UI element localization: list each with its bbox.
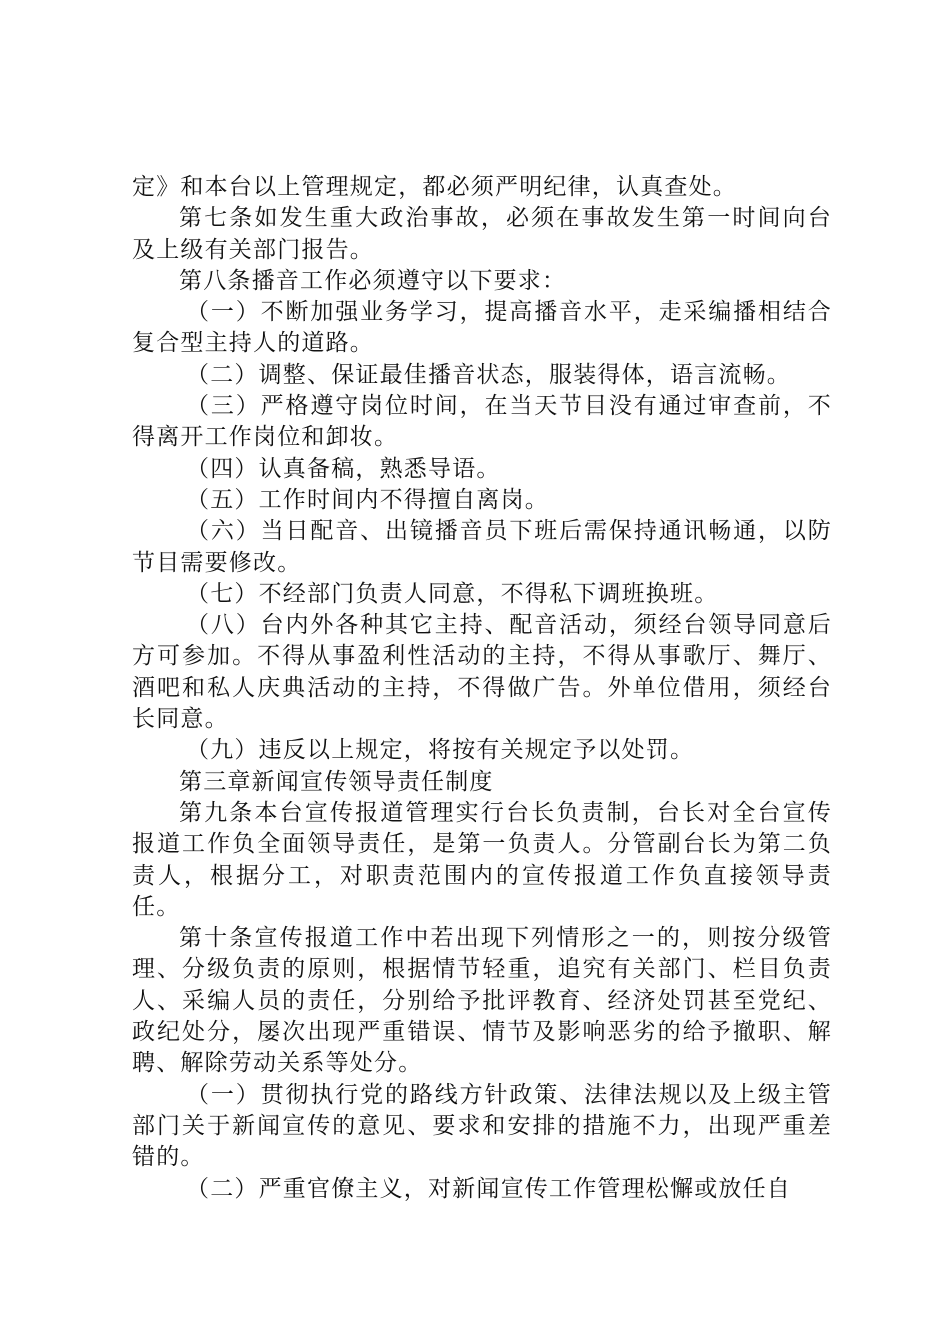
list-item: （七）不经部门负责人同意，不得私下调班换班。 [186, 580, 719, 607]
document-body [132, 172, 832, 1205]
paragraph: 定》和本台以上管理规定，都必须严明纪律，认真查处。 [132, 174, 737, 200]
list-item: （六）当日配音、出镜播音员下班后需保持通讯畅通，以防节目需要修改。 [132, 518, 832, 576]
list-item: （三）严格遵守岗位时间，在当天节目没有通过审查前，不得离开工作岗位和卸妆。 [132, 393, 832, 451]
list-item: （五）工作时间内不得擅自离岗。 [186, 486, 549, 513]
list-item: （一）贯彻执行党的路线方针政策、法律法规以及上级主管部门关于新闻宣传的意见、要求和安排的措施不力，出现严重差错的。 [132, 1081, 832, 1171]
list-item: （四）认真备稿，熟悉导语。 [186, 455, 501, 482]
list-item: （九）违反以上规定，将按有关规定予以处罚。 [186, 737, 695, 764]
list-item: （二）调整、保证最佳播音状态，服装得体，语言流畅。 [186, 361, 791, 388]
list-item: （一）不断加强业务学习，提高播音水平，走采编播相结合复合型主持人的道路。 [132, 299, 832, 357]
article-10: 第十条宣传报道工作中若出现下列情形之一的，则按分级管理、分级负责的原则，根据情节轻重，追究有关部门、栏目负责人、采编人员的责任，分别给予批评教育、经济处罚甚至党纪、政纪处分，屡次出现严重错误、情节及影响恶劣的给予撤职、解聘、解除劳动关系等处分。 [132, 925, 832, 1077]
article-7: 第七条如发生重大政治事故，必须在事故发生第一时间向台及上级有关部门报告。 [132, 205, 832, 263]
article-8: 第八条播音工作必须遵守以下要求： [179, 267, 567, 294]
chapter-heading: 第三章新闻宣传领导责任制度 [179, 768, 494, 795]
list-item: （二）严重官僚主义，对新闻宣传工作管理松懈或放任自 [186, 1175, 791, 1202]
article-9: 第九条本台宣传报道管理实行台长负责制，台长对全台宣传报道工作负全面领导责任，是第一负责人。分管副台长为第二负责人，根据分工，对职责范围内的宣传报道工作负直接领导责任。 [132, 799, 832, 920]
list-item: （八）台内外各种其它主持、配音活动，须经台领导同意后方可参加。不得从事盈利性活动的主持，不得从事歌厅、舞厅、酒吧和私人庆典活动的主持，不得做广告。外单位借用，须经台长同意。 [132, 612, 832, 733]
